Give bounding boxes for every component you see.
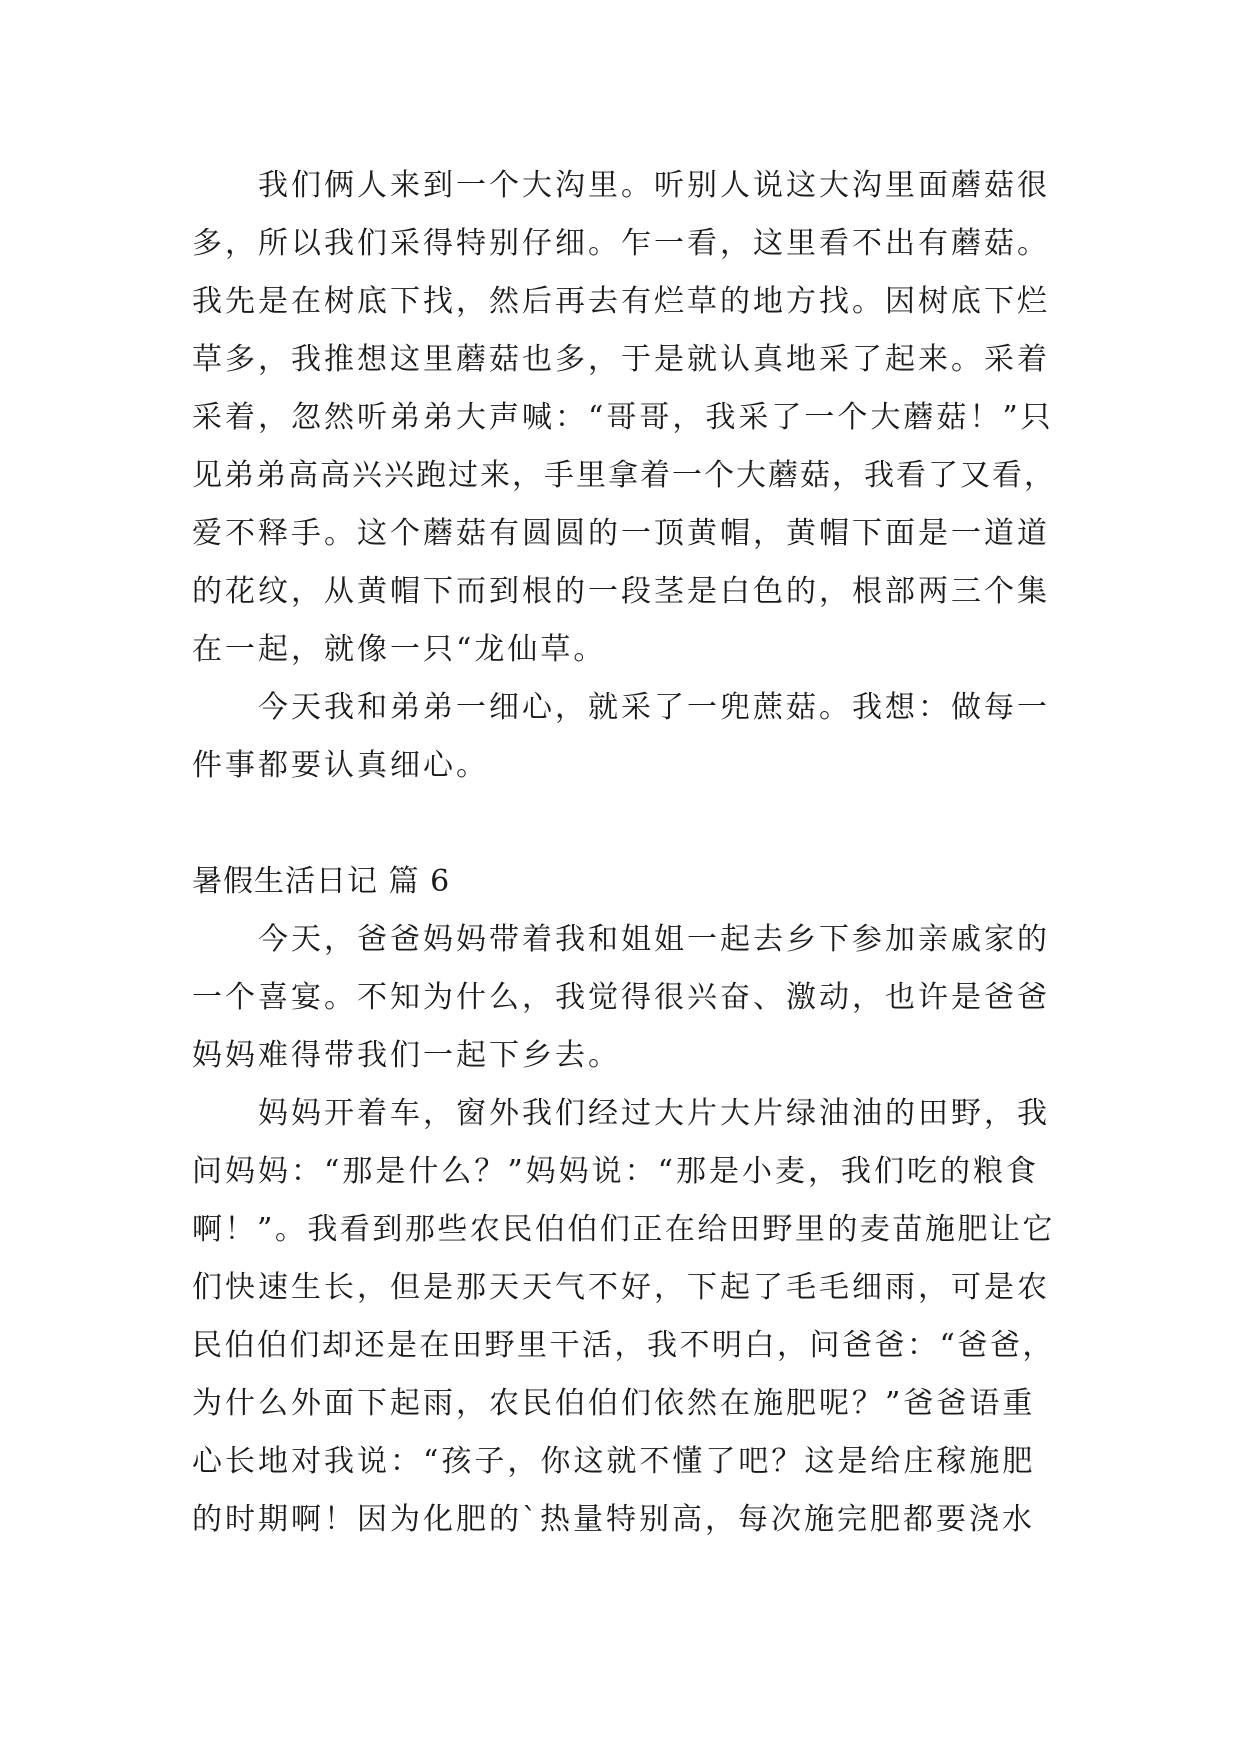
- text-line: 多，所以我们采得特别仔细。乍一看，这里看不出有蘑菇。: [192, 226, 1050, 261]
- text-line: 为什么外面下起雨，农民伯伯们依然在施肥呢？”爸爸语重: [192, 1386, 1036, 1421]
- section-heading: 暑假生活日记 篇 6: [192, 864, 451, 899]
- text-line: 心长地对我说：“孩子，你这就不懂了吧？这是给庄稼施肥: [192, 1444, 1036, 1479]
- text-line: 件事都要认真细心。: [192, 748, 489, 783]
- text-line: 的花纹，从黄帽下而到根的一段茎是白色的，根部两三个集: [192, 574, 1050, 609]
- text-line: 的时期啊！因为化肥的`热量特别高，每次施完肥都要浇水: [192, 1502, 1035, 1537]
- text-line: 见弟弟高高兴兴跑过来，手里拿着一个大蘑菇，我看了又看，: [192, 458, 1056, 493]
- text-line: 们快速生长，但是那天天气不好，下起了毛毛细雨，可是农: [192, 1270, 1050, 1305]
- text-line: 草多，我推想这里蘑菇也多，于是就认真地采了起来。采着: [192, 342, 1050, 377]
- text-line: 采着，忽然听弟弟大声喊：“哥哥，我采了一个大蘑菇！”只: [192, 400, 1054, 435]
- text-line: 今天，爸爸妈妈带着我和姐姐一起去乡下参加亲戚家的: [258, 922, 1050, 957]
- text-line: 在一起，就像一只“龙仙草。: [192, 632, 607, 667]
- text-line: 民伯伯们却还是在田野里干活，我不明白，问爸爸：“爸爸，: [192, 1328, 1055, 1363]
- text-line: 啊！”。我看到那些农民伯伯们正在给田野里的麦苗施肥让它: [192, 1212, 1055, 1247]
- text-line: 妈妈难得带我们一起下乡去。: [192, 1038, 621, 1073]
- text-line: 一个喜宴。不知为什么，我觉得很兴奋、激动，也许是爸爸: [192, 980, 1050, 1015]
- text-line: 妈妈开着车，窗外我们经过大片大片绿油油的田野，我: [258, 1096, 1050, 1131]
- text-line: 我们俩人来到一个大沟里。听别人说这大沟里面蘑菇很: [258, 168, 1050, 203]
- text-line: 今天我和弟弟一细心，就采了一兜蔗菇。我想：做每一: [258, 690, 1050, 725]
- text-line: 爱不释手。这个蘑菇有圆圆的一顶黄帽，黄帽下面是一道道: [192, 516, 1050, 551]
- text-line: 问妈妈：“那是什么？”妈妈说：“那是小麦，我们吃的粮食: [192, 1154, 1040, 1189]
- text-line: 我先是在树底下找，然后再去有烂草的地方找。因树底下烂: [192, 284, 1050, 319]
